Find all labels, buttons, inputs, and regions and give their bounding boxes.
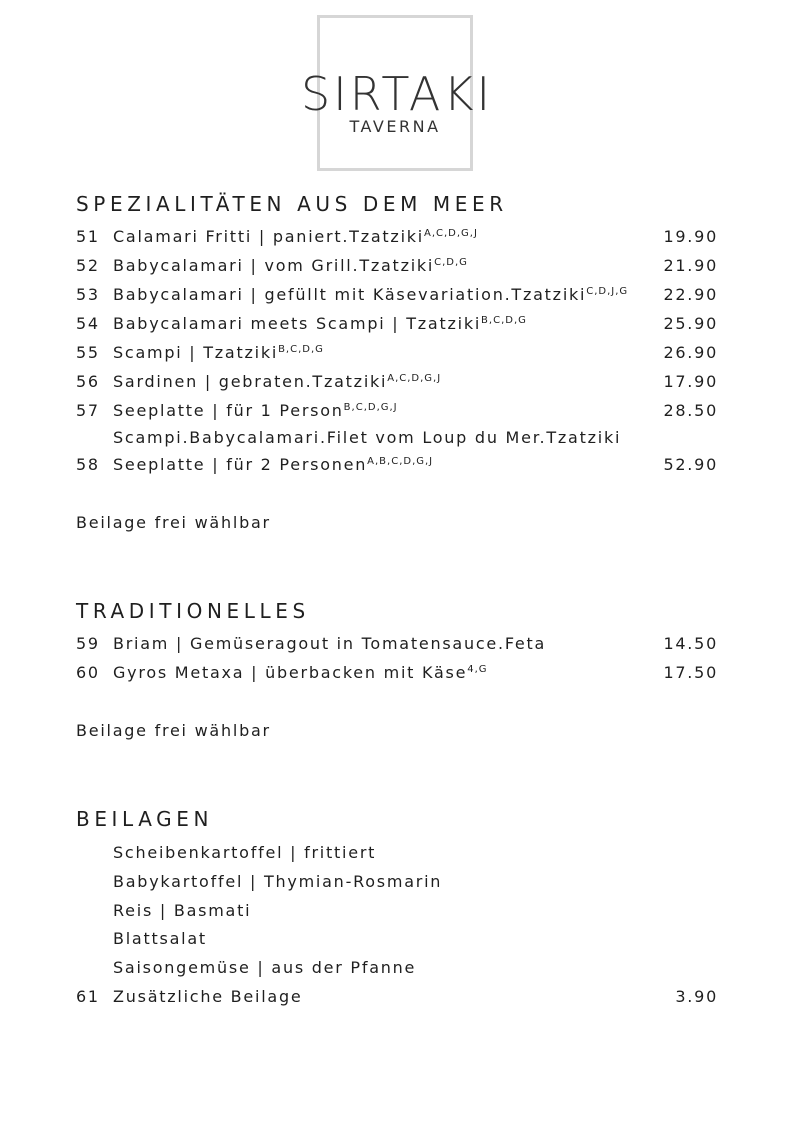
side-dish-name: Reis | Basmati xyxy=(113,901,252,920)
menu-item-54 xyxy=(76,312,718,336)
item-allergens: A,C,D,G,J xyxy=(387,373,442,384)
item-price: 17.90 xyxy=(663,372,718,391)
side-dish-item xyxy=(76,927,718,951)
section-title-traditionelles: TRADITIONELLES xyxy=(76,599,310,623)
side-dish-note: Beilage frei wählbar xyxy=(76,513,271,532)
menu-item-57-detail xyxy=(76,426,718,450)
item-allergens: B,C,D,G,J xyxy=(343,402,398,413)
item-number: 54 xyxy=(76,314,100,333)
item-name: Zusätzliche Beilage xyxy=(113,987,303,1006)
item-number: 60 xyxy=(76,663,100,682)
item-number: 51 xyxy=(76,227,100,246)
menu-item-51 xyxy=(76,225,718,249)
section-title-beilagen: BEILAGEN xyxy=(76,807,214,831)
side-dish-name: Blattsalat xyxy=(113,929,207,948)
item-number: 61 xyxy=(76,987,100,1006)
menu-item-53 xyxy=(76,283,718,307)
item-allergens: B,C,D,G xyxy=(278,344,324,355)
side-dish-name: Scheibenkartoffel | frittiert xyxy=(113,843,377,862)
item-allergens: B,C,D,G xyxy=(481,315,527,326)
item-name: Calamari Fritti | paniert.Tzatziki$^{A,C,D,G,J}$ xyxy=(113,227,478,246)
item-name: Scampi | Tzatziki$^{B,C,D,G}$ xyxy=(113,343,324,362)
menu-item-55 xyxy=(76,341,718,365)
item-price: 28.50 xyxy=(663,401,718,420)
item-price: 14.50 xyxy=(663,634,718,653)
item-number: 53 xyxy=(76,285,100,304)
item-allergens: C,D,G xyxy=(434,257,468,268)
item-name: Babycalamari meets Scampi | Tzatziki$^{B,C,D,G}$ xyxy=(113,314,527,333)
logo-subtitle: TAVERNA xyxy=(349,117,441,136)
item-number: 58 xyxy=(76,455,100,474)
item-name: Babycalamari | gefüllt mit Käsevariation.Tzatziki$^{C,D,J,G}$ xyxy=(113,285,629,304)
side-dish-item xyxy=(76,841,718,865)
item-number: 52 xyxy=(76,256,100,275)
item-price: 21.90 xyxy=(663,256,718,275)
item-number: 56 xyxy=(76,372,100,391)
item-allergens: A,C,D,G,J xyxy=(423,228,478,239)
menu-item-60 xyxy=(76,661,718,685)
item-name: Gyros Metaxa | überbacken mit Käse$^{4,G}$ xyxy=(113,663,488,682)
item-number: 57 xyxy=(76,401,100,420)
item-price: 25.90 xyxy=(663,314,718,333)
item-price: 3.90 xyxy=(675,987,718,1006)
item-price: 17.50 xyxy=(663,663,718,682)
side-dish-name: Saisongemüse | aus der Pfanne xyxy=(113,958,417,977)
item-name: Sardinen | gebraten.Tzatziki$^{A,C,D,G,J}$ xyxy=(113,372,442,391)
item-price: 19.90 xyxy=(663,227,718,246)
menu-item-56 xyxy=(76,370,718,394)
logo-name: SIRTAKI xyxy=(300,67,494,121)
menu-item-59 xyxy=(76,632,718,656)
item-allergens: 4,G xyxy=(467,664,488,675)
item-name: Babycalamari | vom Grill.Tzatziki$^{C,D,G}$ xyxy=(113,256,468,275)
item-price: 22.90 xyxy=(663,285,718,304)
side-dish-note: Beilage frei wählbar xyxy=(76,721,271,740)
menu-item-58 xyxy=(76,453,718,477)
section-title-meer: SPEZIALITÄTEN AUS DEM MEER xyxy=(76,192,508,216)
item-number: 55 xyxy=(76,343,100,362)
side-dish-item xyxy=(76,870,718,894)
side-dish-item xyxy=(76,899,718,923)
item-name: Seeplatte | für 1 Person$^{B,C,D,G,J}$ xyxy=(113,401,398,420)
side-dish-name: Babykartoffel | Thymian-Rosmarin xyxy=(113,872,443,891)
menu-item-57 xyxy=(76,399,718,423)
item-name: Briam | Gemüseragout in Tomatensauce.Feta xyxy=(113,634,547,653)
item-price: 26.90 xyxy=(663,343,718,362)
menu-item-61 xyxy=(76,985,718,1009)
item-name: Seeplatte | für 2 Personen$^{A,B,C,D,G,J}$ xyxy=(113,455,434,474)
item-allergens: C,D,J,G xyxy=(586,286,629,297)
item-price: 52.90 xyxy=(663,455,718,474)
menu-item-52 xyxy=(76,254,718,278)
item-allergens: A,B,C,D,G,J xyxy=(367,456,434,467)
item-detail: Scampi.Babycalamari.Filet vom Loup du Mer.Tzatziki xyxy=(113,428,622,447)
side-dish-item xyxy=(76,956,718,980)
item-number: 59 xyxy=(76,634,100,653)
